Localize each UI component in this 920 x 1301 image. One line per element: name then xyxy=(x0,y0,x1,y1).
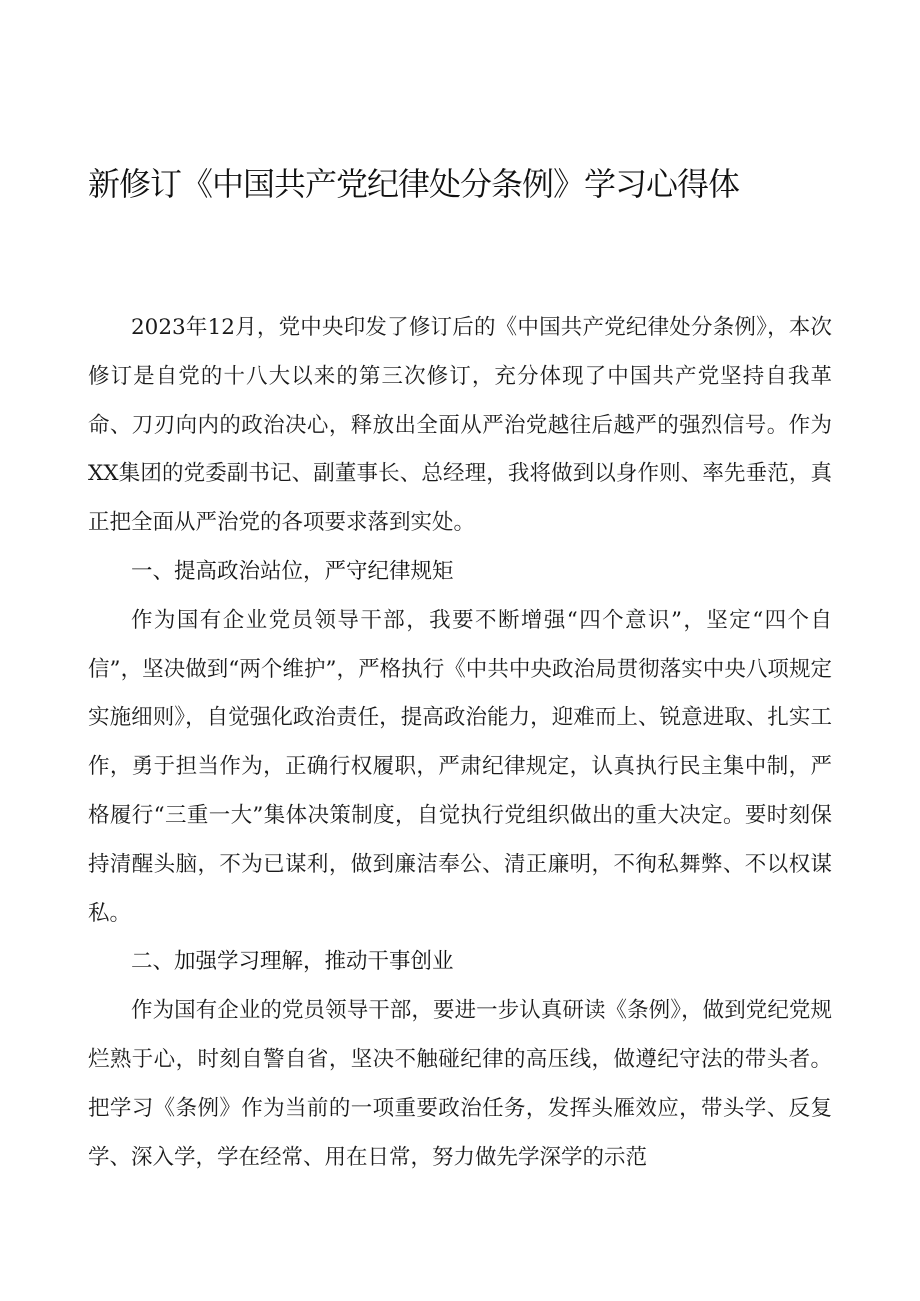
section-heading-2: 二、加强学习理解，推动干事创业 xyxy=(131,949,454,975)
section-1-paragraph: 作为国有企业党员领导干部，我要不断增强“四个意识”，坚定“四个自信”，坚决做到“两个维护”，严格执行《中共中央政治局贯彻落实中央八项规定实施细则》，自觉强化政治责任，提高政治能力，迎难而上、锐意进取、扎实工作，勇于担当作为，正确行权履职，严肃纪律规定，认真执行民主集中制，严格履行“三重一大”集体决策制度，自觉执行党组织做出的重大决定。要时刻保持清醒头脑，不为已谋利，做到廉洁奉公、清正廉明，不徇私舞弊、不以权谋私。 xyxy=(88,607,832,926)
document-body xyxy=(88,304,832,1182)
section-2-paragraph: 作为国有企业的党员领导干部，要进一步认真研读《条例》，做到党纪党规烂熟于心，时刻自警自省，坚决不触碰纪律的高压线，做遵纪守法的带头者。把学习《条例》作为当前的一项重要政治任务，发挥头雁效应，带头学、反复学、深入学，学在经常、用在日常，努力做先学深学的示范 xyxy=(88,998,832,1170)
section-heading-1: 一、提高政治站位，严守纪律规矩 xyxy=(131,558,454,584)
intro-paragraph: 2023年12月，党中央印发了修订后的《中国共产党纪律处分条例》，本次修订是自党的十八大以来的第三次修订，充分体现了中国共产党坚持自我革命、刀刃向内的政治决心，释放出全面从严治党越往后越严的强烈信号。作为XX集团的党委副书记、副董事长、总经理，我将做到以身作则、率先垂范，真正把全面从严治党的各项要求落到实处。 xyxy=(88,315,832,536)
document-title: 新修订《中国共产党纪律处分条例》学习心得体 xyxy=(88,165,740,203)
